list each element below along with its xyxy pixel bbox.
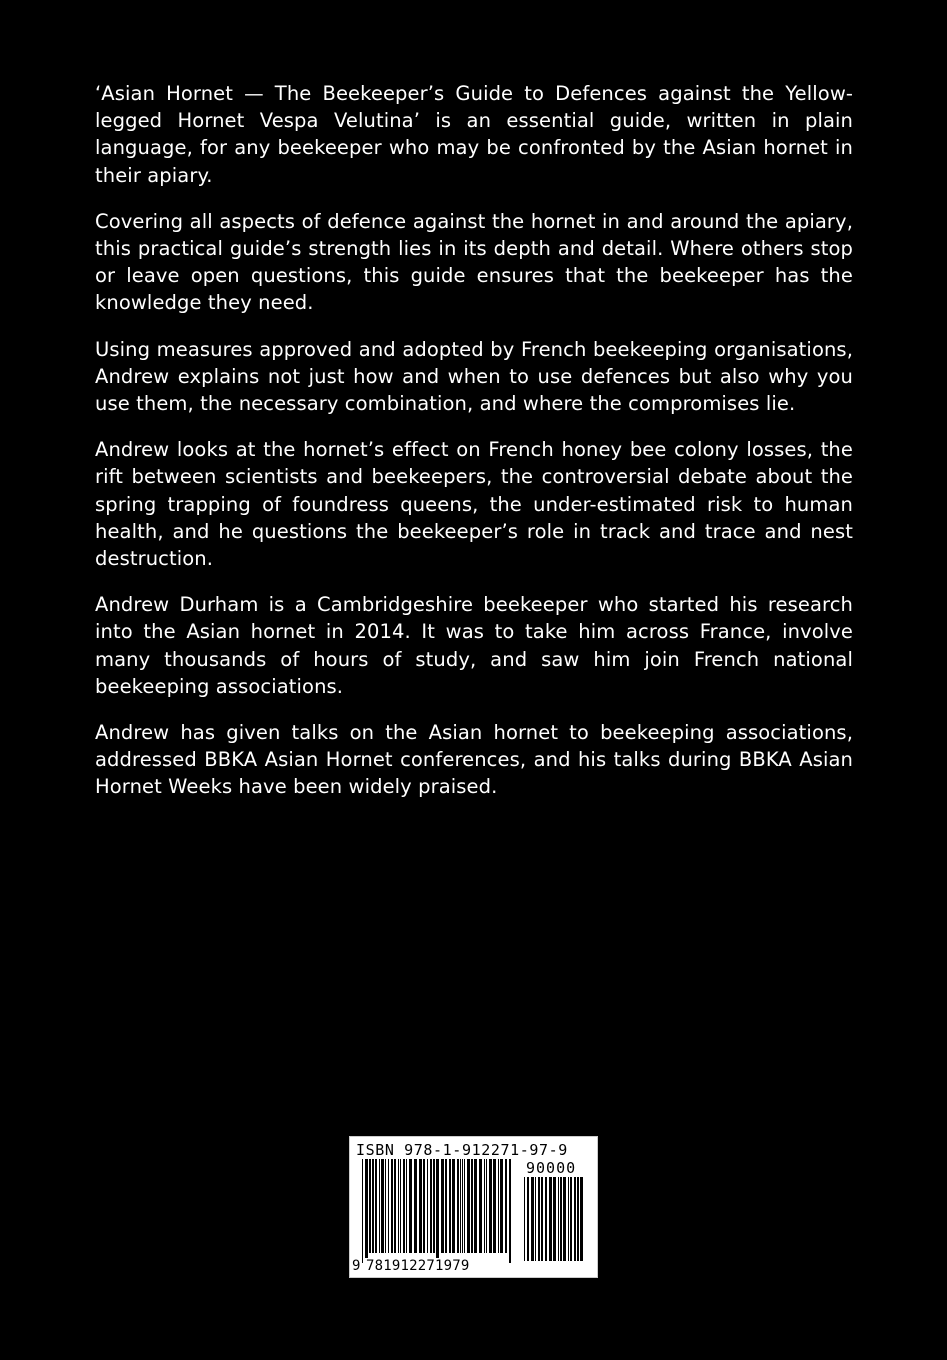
barcode-bar <box>441 1159 444 1253</box>
barcode-bar <box>570 1177 572 1261</box>
barcode-bar <box>541 1177 543 1261</box>
ean-lead-digit: 9 <box>352 1258 361 1274</box>
barcode-bar <box>460 1159 461 1253</box>
barcode-bar <box>486 1159 487 1253</box>
barcode-bar <box>538 1177 540 1261</box>
barcode-bar <box>558 1177 559 1261</box>
barcode-bar <box>449 1159 451 1253</box>
barcode-bar <box>406 1159 407 1253</box>
barcode-bar <box>493 1159 496 1253</box>
barcode-bar <box>365 1159 368 1263</box>
author-bio-paragraph-2: Andrew has given talks on the Asian hornet to beekeeping associations, addressed BBKA Asian Hornet conferences, and his talks during BBKA Asian Hornet Weeks have been widely praised. <box>95 721 853 799</box>
ean13-barcode-bars <box>362 1159 512 1267</box>
barcode-bar <box>505 1159 507 1253</box>
barcode-bar <box>527 1177 529 1261</box>
barcode-bar <box>391 1159 393 1253</box>
barcode-bar <box>498 1159 499 1253</box>
barcode-bar <box>457 1159 459 1253</box>
barcode-bar <box>549 1177 552 1261</box>
barcode-bar <box>563 1177 566 1261</box>
barcode-bar <box>423 1159 425 1253</box>
barcode-bar <box>362 1159 363 1263</box>
barcode-bar <box>568 1177 569 1261</box>
barcode-bar <box>427 1159 428 1253</box>
barcode-bar <box>403 1159 405 1253</box>
barcode-bar <box>419 1159 422 1253</box>
barcode-bar <box>467 1159 470 1253</box>
isbn-barcode <box>349 1136 598 1278</box>
barcode-bar <box>400 1159 401 1253</box>
barcode-bar <box>369 1159 371 1253</box>
ean-digits: 781912271979 <box>366 1258 470 1274</box>
barcode-bar <box>398 1159 399 1253</box>
barcode-bar <box>433 1159 435 1253</box>
isbn-label: ISBN 978-1-912271-97-9 <box>356 1141 568 1159</box>
barcode-bar <box>464 1159 465 1253</box>
barcode-bar <box>394 1159 396 1253</box>
barcode-bar <box>545 1177 547 1261</box>
barcode-bar <box>484 1159 485 1253</box>
barcode-bar <box>474 1159 477 1253</box>
barcode-bar <box>560 1177 562 1261</box>
barcode-bar <box>452 1159 455 1253</box>
blurb-paragraph-4: Andrew looks at the hornet’s effect on French honey bee colony losses, the rift between scientists and beekeepers, the controversial debate about the spring trapping of foundress queens, the under-estimated risk to human health, and he questions the beekeeper’s role in track and trace and nest destruction. <box>95 438 853 571</box>
barcode-bar <box>388 1159 389 1253</box>
barcode-bar <box>535 1177 536 1261</box>
barcode-bar <box>375 1159 377 1253</box>
blurb-paragraph-3: Using measures approved and adopted by French beekeeping organisations, Andrew explains not just how and when to use defences but also why you use them, the necessary combination, and where the compromises lie. <box>95 337 853 416</box>
barcode-bar <box>381 1159 384 1253</box>
barcode-bar <box>500 1159 503 1253</box>
barcode-bar <box>379 1159 380 1253</box>
barcode-bar <box>414 1159 417 1253</box>
barcode-bar <box>479 1159 482 1253</box>
addon-barcode-bars <box>524 1177 586 1261</box>
barcode-bar <box>430 1159 432 1253</box>
barcode-bar <box>471 1159 473 1253</box>
barcode-bar <box>577 1177 579 1261</box>
barcode-bar <box>553 1177 556 1261</box>
back-cover-blurb <box>95 80 853 820</box>
barcode-bar <box>574 1177 576 1261</box>
barcode-bar <box>489 1159 492 1253</box>
barcode-bar <box>409 1159 412 1253</box>
blurb-paragraph-2: Covering all aspects of defence against the hornet in and around the apiary, this practical guide’s strength lies in its depth and detail. Where others stop or leave open questions, this guide ensures that the beekeeper has the knowledge they need. <box>95 209 853 315</box>
author-bio-paragraph-1: Andrew Durham is a Cambridgeshire beekeeper who started his research into the Asian hornet in 2014. It was to take him across France, involve many thousands of hours of study, and saw him join French national beekeeping associations. <box>95 593 853 698</box>
barcode-bar <box>445 1159 447 1253</box>
barcode-bar <box>580 1177 583 1261</box>
barcode-bar <box>524 1177 525 1261</box>
barcode-bar <box>372 1159 374 1253</box>
barcode-bar <box>509 1159 511 1263</box>
barcode-bar <box>462 1159 463 1253</box>
blurb-paragraph-1: ‘Asian Hornet — The Beekeeper’s Guide to Defences against the Yellow-legged Hornet Vespa Velutina’ is an essential guide, written in plain language, for any beekeeper who may be confronted by the Asian hornet in their apiary. <box>95 82 853 187</box>
barcode-bar <box>385 1159 386 1253</box>
isbn-addon-digits: 90000 <box>526 1159 577 1177</box>
barcode-bar <box>531 1177 534 1261</box>
barcode-bar <box>436 1159 439 1263</box>
